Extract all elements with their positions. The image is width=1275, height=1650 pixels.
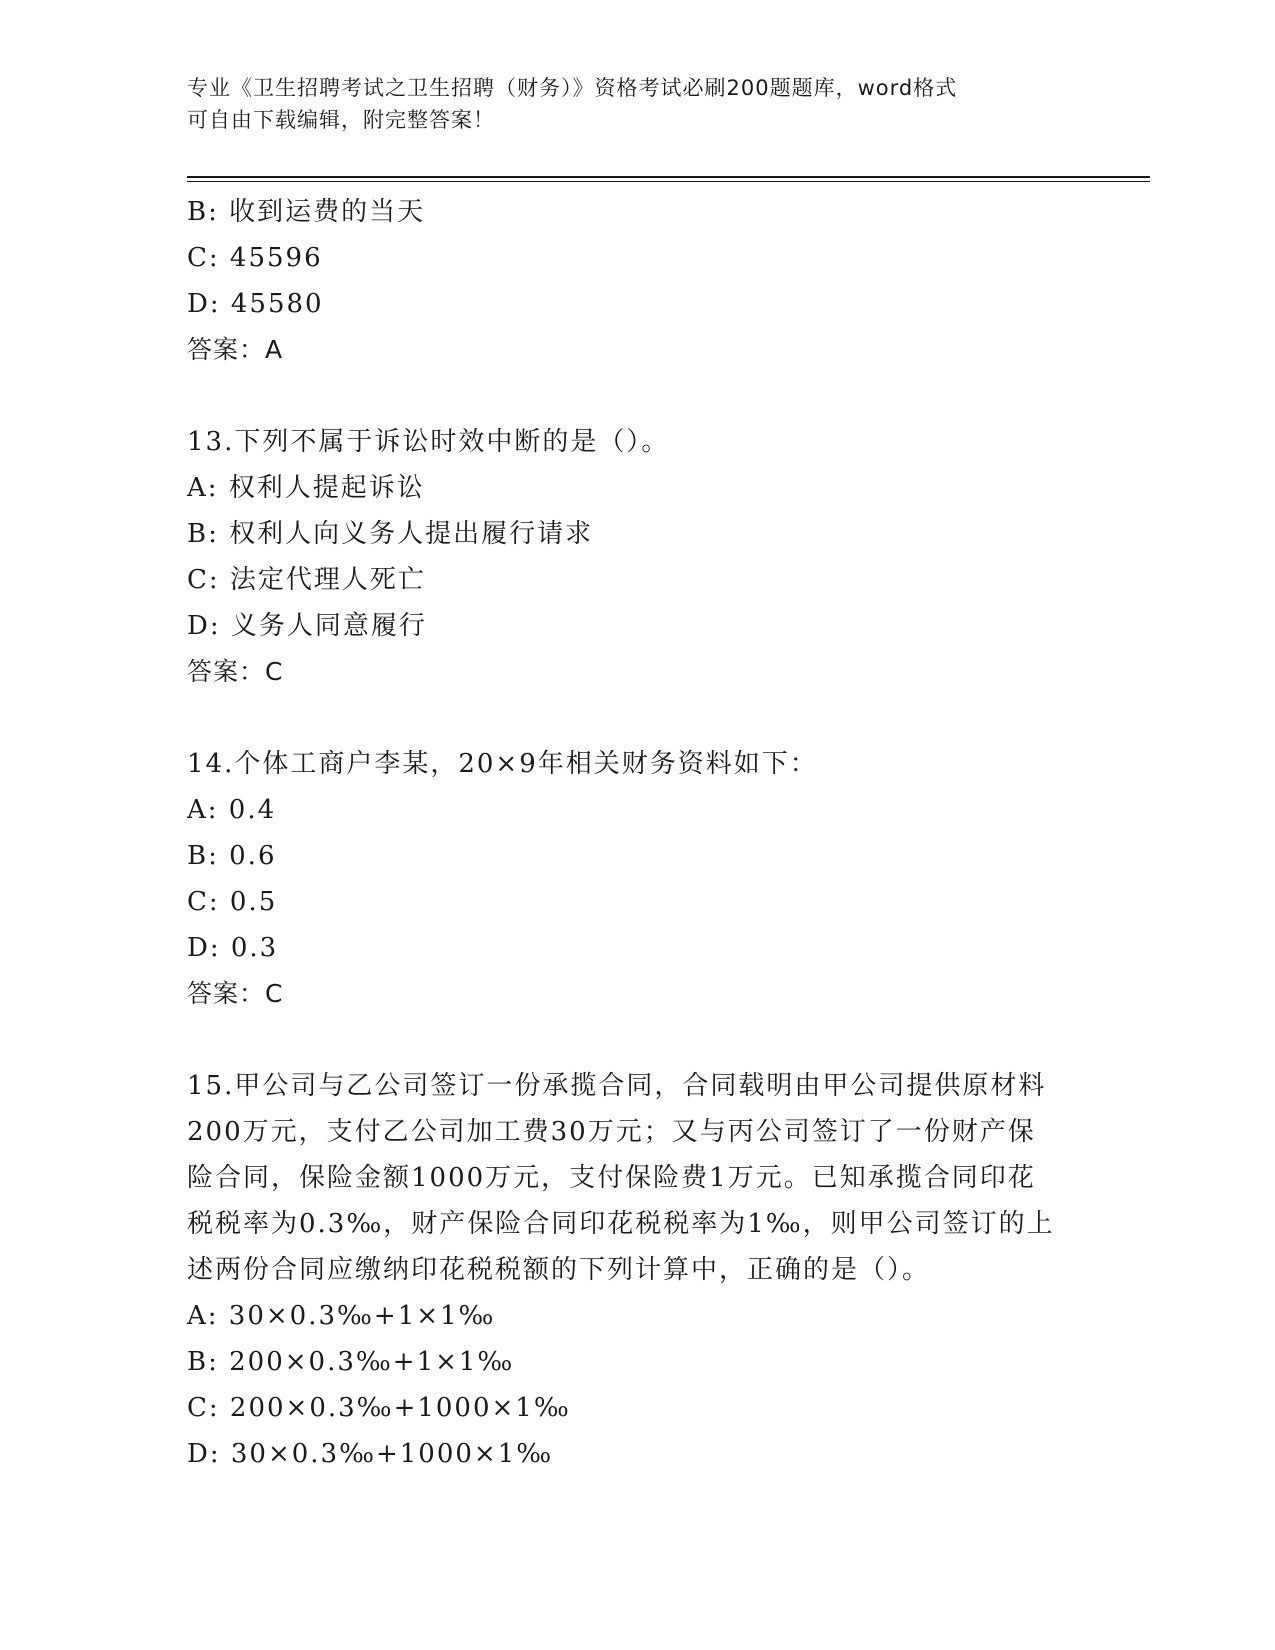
option-b: B: 收到运费的当天 — [187, 197, 426, 227]
option-a: A: 权利人提起诉讼 — [187, 473, 425, 503]
option-d: D: 义务人同意履行 — [187, 611, 427, 641]
document-header — [187, 72, 1087, 136]
question-stem-line-1: 15.甲公司与乙公司签订一份承揽合同，合同载明由甲公司提供原材料 — [187, 1071, 1047, 1101]
question-stem-line-3: 险合同，保险金额1000万元，支付保险费1万元。已知承揽合同印花 — [187, 1163, 1036, 1193]
option-b: B: 0.6 — [187, 841, 277, 871]
option-a: A: 0.4 — [187, 795, 277, 825]
answer: 答案：C — [187, 657, 284, 686]
option-d: D: 30×0.3‰+1000×1‰ — [187, 1439, 554, 1469]
option-c: C: 法定代理人死亡 — [187, 565, 426, 595]
answer: 答案：A — [187, 335, 284, 364]
question-15 — [187, 1063, 1077, 1477]
header-line-2: 可自由下载编辑，附完整答案！ — [187, 108, 495, 132]
answer: 答案：C — [187, 979, 284, 1008]
option-b: B: 200×0.3‰+1×1‰ — [187, 1347, 515, 1377]
question-stem-line-2: 200万元，支付乙公司加工费30万元；又与丙公司签订了一份财产保 — [187, 1117, 1036, 1147]
question-stem-line-5: 述两份合同应缴纳印花税税额的下列计算中，正确的是（）。 — [187, 1255, 931, 1285]
option-c: C: 0.5 — [187, 887, 278, 917]
option-b: B: 权利人向义务人提出履行请求 — [187, 519, 594, 549]
question-12 — [187, 189, 1077, 373]
question-14 — [187, 741, 1077, 1017]
spacer — [187, 1017, 1077, 1063]
question-content — [187, 189, 1077, 1477]
question-stem: 14.个体工商户李某，20×9年相关财务资料如下： — [187, 749, 818, 779]
spacer — [187, 373, 1077, 419]
header-divider-thin — [187, 181, 1150, 182]
option-c: C: 200×0.3‰+1000×1‰ — [187, 1393, 571, 1423]
option-d: D: 0.3 — [187, 933, 279, 963]
question-13 — [187, 419, 1077, 695]
option-d: D: 45580 — [187, 289, 324, 319]
spacer — [187, 695, 1077, 741]
question-stem: 13.下列不属于诉讼时效中断的是（）。 — [187, 427, 670, 457]
question-stem-line-4: 税税率为0.3‰，财产保险合同印花税税率为1‰，则甲公司签订的上 — [187, 1209, 1055, 1239]
header-divider-thick — [187, 176, 1150, 178]
option-a: A: 30×0.3‰+1×1‰ — [187, 1301, 496, 1331]
header-line-1: 专业《卫生招聘考试之卫生招聘（财务）》资格考试必刷200题题库，word格式 — [187, 76, 958, 100]
option-c: C: 45596 — [187, 243, 323, 273]
